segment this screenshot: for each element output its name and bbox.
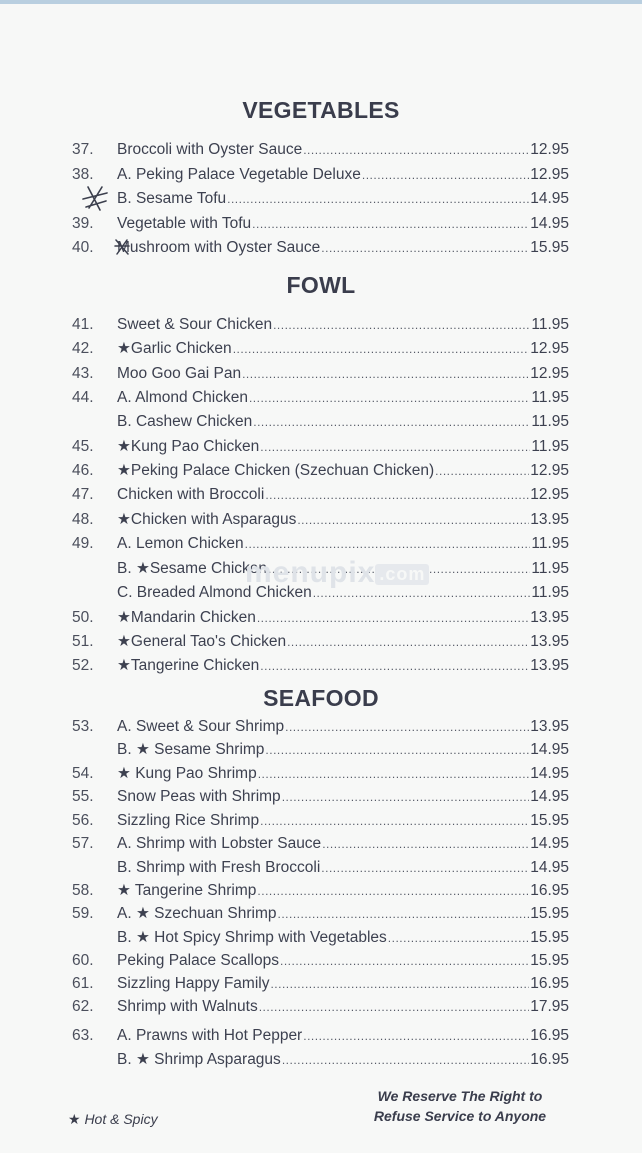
menu-item: [0, 996, 642, 1018]
dot-leader: [260, 810, 529, 832]
menu-item: [0, 655, 642, 677]
dot-leader: [322, 833, 529, 855]
watermark: [245, 556, 475, 590]
item-number: 40.: [72, 239, 94, 256]
item-description: [117, 810, 569, 832]
menu-item: [0, 509, 642, 531]
item-price: 15.95: [530, 905, 569, 922]
item-price: 12.95: [530, 365, 569, 382]
item-description: [117, 716, 569, 738]
item-description: [117, 996, 569, 1018]
item-description: [117, 973, 569, 995]
item-description: [117, 436, 569, 458]
item-description: [117, 655, 569, 677]
item-price: 14.95: [530, 741, 569, 758]
dot-leader: [278, 903, 530, 925]
item-name: B. Cashew Chicken: [117, 413, 253, 430]
dot-leader: [253, 411, 530, 433]
watermark-text: menupix: [245, 556, 376, 589]
menu-item: [0, 139, 642, 161]
dot-leader: [260, 655, 529, 677]
item-description: [117, 763, 569, 785]
item-number: 54.: [72, 765, 94, 782]
dot-leader: [362, 164, 529, 186]
dot-leader: [245, 533, 531, 555]
item-description: [117, 164, 569, 186]
dot-leader: [260, 436, 530, 458]
menu-item: [0, 436, 642, 458]
item-description: [117, 460, 569, 482]
item-price: 16.95: [530, 1027, 569, 1044]
item-number: 38.: [72, 166, 94, 183]
menu-item: [0, 786, 642, 808]
menu-item: [0, 857, 642, 879]
item-name: ★Garlic Chicken: [117, 340, 232, 357]
item-name: ★General Tao's Chicken: [117, 633, 287, 650]
handwritten-x-mark: [114, 238, 130, 256]
item-number: 45.: [72, 438, 94, 455]
item-description: [117, 533, 569, 555]
item-name: ★Chicken with Asparagus: [117, 511, 297, 528]
item-number: 48.: [72, 511, 94, 528]
item-price: 14.95: [530, 215, 569, 232]
item-description: [117, 950, 569, 972]
menu-item: [0, 973, 642, 995]
item-name: Sweet & Sour Chicken: [117, 316, 273, 333]
item-name: A. Lemon Chicken: [117, 535, 244, 552]
item-number: 59.: [72, 905, 94, 922]
section-title-seafood: SEAFOOD: [263, 685, 379, 711]
reserve-notice-line2: Refuse Service to Anyone: [373, 1108, 547, 1124]
item-number: 47.: [72, 486, 94, 503]
item-price: 11.95: [531, 438, 569, 455]
item-name: Mushroom with Oyster Sauce: [117, 239, 321, 256]
menu-item: [0, 927, 642, 949]
item-name: Chicken with Broccoli: [117, 486, 265, 503]
item-price: 14.95: [530, 835, 569, 852]
item-price: 14.95: [530, 190, 569, 207]
item-price: 14.95: [530, 788, 569, 805]
item-name: ★Kung Pao Chicken: [117, 438, 260, 455]
menu-item: [0, 411, 642, 433]
item-name: A. Shrimp with Lobster Sauce: [117, 835, 322, 852]
dot-leader: [303, 139, 529, 161]
item-description: [117, 833, 569, 855]
menu-item: [0, 363, 642, 385]
item-price: 12.95: [530, 141, 569, 158]
item-price: 15.95: [530, 929, 569, 946]
dot-leader: [270, 973, 529, 995]
dot-leader: [282, 786, 530, 808]
item-name: ★ Tangerine Shrimp: [117, 882, 257, 899]
item-price: 11.95: [531, 389, 569, 406]
dot-leader: [297, 509, 529, 531]
item-description: [117, 387, 569, 409]
menu-item: [0, 387, 642, 409]
item-name: B. Sesame Tofu: [117, 190, 227, 207]
item-number: 46.: [72, 462, 94, 479]
dot-leader: [265, 739, 529, 761]
item-description: [117, 314, 569, 336]
item-price: 14.95: [530, 859, 569, 876]
item-name: B. ★ Shrimp Asparagus: [117, 1051, 281, 1068]
item-price: 16.95: [530, 975, 569, 992]
item-name: B. ★ Sesame Shrimp: [117, 741, 265, 758]
dot-leader: [233, 338, 530, 360]
dot-leader: [273, 314, 530, 336]
menu-item: [0, 1025, 642, 1047]
item-number: 41.: [72, 316, 94, 333]
menu-item: [0, 338, 642, 360]
item-number: 61.: [72, 975, 94, 992]
menu-item: [0, 607, 642, 629]
item-price: 12.95: [530, 462, 569, 479]
item-description: [117, 857, 569, 879]
item-name: ★Peking Palace Chicken (Szechuan Chicken): [117, 462, 435, 479]
menu-item: [0, 314, 642, 336]
item-description: [117, 139, 569, 161]
item-name: ★Tangerine Chicken: [117, 657, 260, 674]
dot-leader: [249, 387, 530, 409]
item-number: 52.: [72, 657, 94, 674]
item-name: Sizzling Rice Shrimp: [117, 812, 260, 829]
item-name: Broccoli with Oyster Sauce: [117, 141, 303, 158]
item-name: A. Sweet & Sour Shrimp: [117, 718, 285, 735]
item-price: 16.95: [530, 1051, 569, 1068]
item-description: [117, 363, 569, 385]
item-price: 17.95: [530, 998, 569, 1015]
item-number: 60.: [72, 952, 94, 969]
item-description: [117, 786, 569, 808]
item-price: 12.95: [530, 486, 569, 503]
item-description: [117, 903, 569, 925]
item-number: 55.: [72, 788, 94, 805]
item-price: 14.95: [530, 765, 569, 782]
item-number: 62.: [72, 998, 94, 1015]
section-title-vegetables: VEGETABLES: [242, 97, 400, 123]
item-description: [117, 188, 569, 210]
menu-item: [0, 631, 642, 653]
item-name: B. ★ Hot Spicy Shrimp with Vegetables: [117, 929, 387, 946]
item-number: 57.: [72, 835, 94, 852]
item-description: [117, 338, 569, 360]
item-number: 44.: [72, 389, 94, 406]
dot-leader: [435, 460, 529, 482]
dot-leader: [258, 763, 530, 785]
item-price: 11.95: [531, 535, 569, 552]
menu-item: [0, 213, 642, 235]
dot-leader: [321, 237, 529, 259]
section-title-fowl: FOWL: [286, 272, 356, 298]
item-number: 39.: [72, 215, 94, 232]
item-number: 42.: [72, 340, 94, 357]
item-name: Moo Goo Gai Pan: [117, 365, 242, 382]
item-price: 15.95: [530, 239, 569, 256]
dot-leader: [259, 996, 530, 1018]
item-name: A. Almond Chicken: [117, 389, 248, 406]
menu-item: [0, 880, 642, 902]
item-price: 13.95: [530, 718, 569, 735]
menu-item: [0, 810, 642, 832]
watermark-suffix: .com: [375, 564, 429, 585]
menu-item: [0, 763, 642, 785]
menu-item: [0, 833, 642, 855]
dot-leader: [242, 363, 529, 385]
item-price: 13.95: [530, 633, 569, 650]
item-price: 15.95: [530, 952, 569, 969]
item-number: 37.: [72, 141, 94, 158]
item-name: A. ★ Szechuan Shrimp: [117, 905, 277, 922]
item-description: [117, 880, 569, 902]
item-number: 53.: [72, 718, 94, 735]
item-price: 15.95: [530, 812, 569, 829]
item-name: Peking Palace Scallops: [117, 952, 279, 969]
item-description: [117, 1049, 569, 1071]
item-price: 12.95: [530, 340, 569, 357]
dot-leader: [252, 213, 529, 235]
item-name: A. Peking Palace Vegetable Deluxe: [117, 166, 361, 183]
item-name: ★Mandarin Chicken: [117, 609, 256, 626]
item-price: 11.95: [531, 316, 569, 333]
item-name: Vegetable with Tofu: [117, 215, 252, 232]
item-number: 56.: [72, 812, 94, 829]
reserve-notice-line1: We Reserve The Right to: [377, 1088, 543, 1104]
top-edge: [0, 0, 642, 4]
item-description: [117, 631, 569, 653]
hot-spicy-legend: ★ Hot & Spicy: [68, 1111, 158, 1127]
dot-leader: [285, 716, 529, 738]
menu-item: [0, 484, 642, 506]
item-price: 11.95: [531, 584, 569, 601]
menu-item: [0, 460, 642, 482]
item-description: [117, 411, 569, 433]
dot-leader: [321, 857, 529, 879]
handwritten-star-mark: [80, 183, 110, 213]
menu-item: [0, 716, 642, 738]
item-number: 58.: [72, 882, 94, 899]
item-price: 13.95: [530, 609, 569, 626]
menu-item: [0, 1049, 642, 1071]
item-name: B. Shrimp with Fresh Broccoli: [117, 859, 321, 876]
item-description: [117, 484, 569, 506]
item-description: [117, 927, 569, 949]
item-price: 12.95: [530, 166, 569, 183]
item-description: [117, 237, 569, 259]
dot-leader: [227, 188, 529, 210]
dot-leader: [257, 880, 529, 902]
item-number: 63.: [72, 1027, 94, 1044]
item-name: A. Prawns with Hot Pepper: [117, 1027, 303, 1044]
item-price: 13.95: [530, 657, 569, 674]
menu-item: [0, 739, 642, 761]
item-name: ★ Kung Pao Shrimp: [117, 765, 257, 782]
dot-leader: [257, 607, 529, 629]
item-name: B. ★Sesame Chicken: [117, 560, 268, 577]
dot-leader: [265, 484, 529, 506]
item-price: 11.95: [531, 413, 569, 430]
dot-leader: [303, 1025, 529, 1047]
dot-leader: [282, 1049, 529, 1071]
item-description: [117, 607, 569, 629]
item-description: [117, 213, 569, 235]
item-number: 49.: [72, 535, 94, 552]
item-description: [117, 739, 569, 761]
dot-leader: [280, 950, 529, 972]
item-price: 11.95: [531, 560, 569, 577]
menu-item: [0, 903, 642, 925]
item-name: Shrimp with Walnuts: [117, 998, 258, 1015]
item-number: 50.: [72, 609, 94, 626]
item-price: 16.95: [530, 882, 569, 899]
menu-item: [0, 950, 642, 972]
item-name: Snow Peas with Shrimp: [117, 788, 281, 805]
item-name: Sizzling Happy Family: [117, 975, 270, 992]
item-number: 51.: [72, 633, 94, 650]
dot-leader: [388, 927, 529, 949]
item-description: [117, 509, 569, 531]
dot-leader: [287, 631, 529, 653]
item-name: C. Breaded Almond Chicken: [117, 584, 312, 601]
item-description: [117, 1025, 569, 1047]
menu-item: [0, 533, 642, 555]
item-price: 13.95: [530, 511, 569, 528]
menu-item: [0, 237, 642, 259]
item-number: 43.: [72, 365, 94, 382]
